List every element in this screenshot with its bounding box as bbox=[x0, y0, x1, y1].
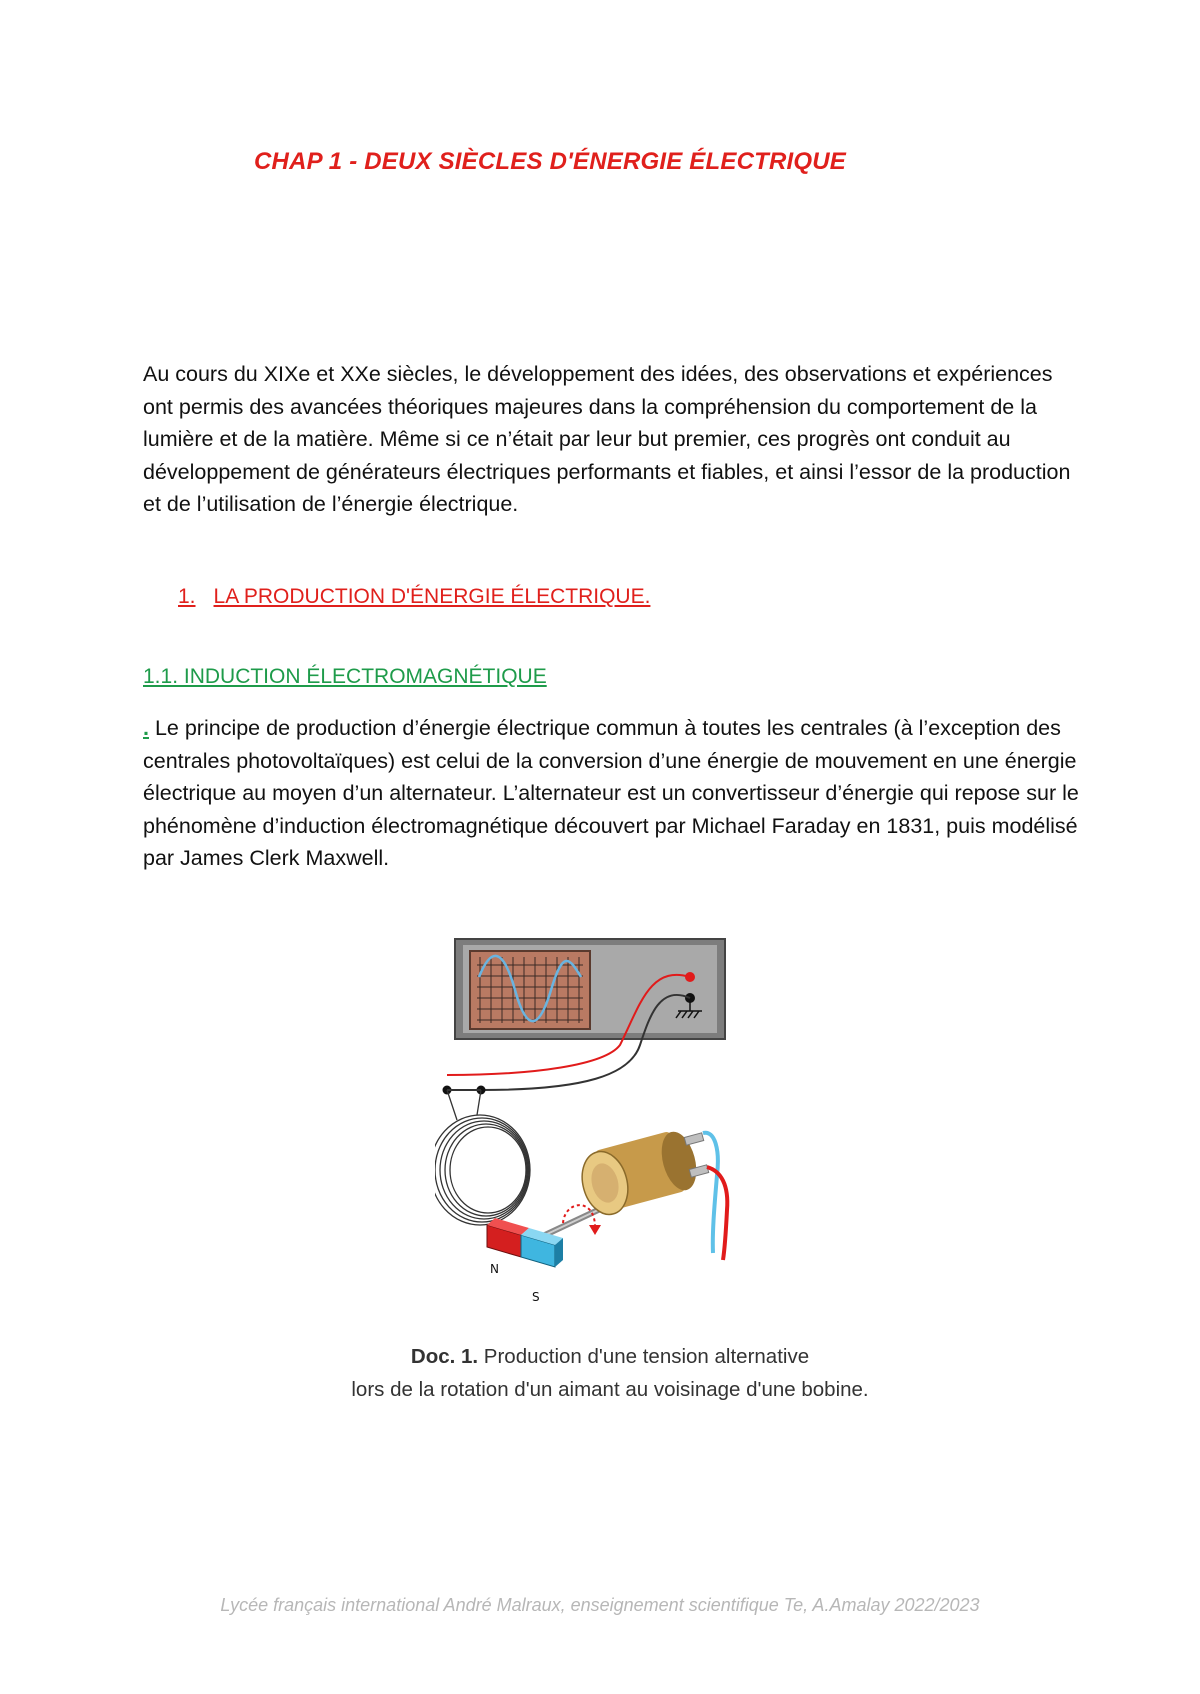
subsection-heading-1-1: 1.1. INDUCTION ÉLECTROMAGNÉTIQUE bbox=[143, 665, 547, 688]
induction-diagram bbox=[435, 935, 765, 1315]
oscilloscope bbox=[455, 939, 725, 1039]
chapter-title: CHAP 1 - DEUX SIÈCLES D'ÉNERGIE ÉLECTRIQUE bbox=[254, 148, 846, 175]
paragraph-text: Le principe de production d’énergie électrique commun à toutes les centrales (à l’exception des centrales photovoltaïques) est celui de la conversion d’une énergie de mouvement en une énergie électrique au moyen d’un alternateur. L’alternateur est un convertisseur d’énergie qui repose sur le phénomène d’induction électromagnétique découvert par Michael Faraday en 1831, puis modélisé par James Clerk Maxwell. bbox=[143, 716, 1079, 870]
blue-output-wire bbox=[703, 1133, 718, 1253]
rotation-arrowhead bbox=[589, 1225, 601, 1235]
magnet-south-label: S bbox=[532, 1290, 540, 1304]
magnet-north-label: N bbox=[490, 1262, 499, 1276]
alternator-cylinder bbox=[575, 1128, 708, 1220]
section-title: LA PRODUCTION D'ÉNERGIE ÉLECTRIQUE. bbox=[213, 585, 651, 608]
figure-caption bbox=[300, 1340, 920, 1406]
induction-paragraph bbox=[143, 712, 1083, 875]
intro-paragraph: Au cours du XIXe et XXe siècles, le développement des idées, des observations et expériences ont permis des avancées théoriques majeures dans la compréhension du comportement de la lumière et de la matière. Même si ce n’était par leur but premier, ces progrès ont conduit au développement de générateurs électriques performants et fiables, et ainsi l’essor de la production et de l’utilisation de l’énergie électrique. bbox=[143, 362, 1071, 516]
paragraph-bullet: . bbox=[143, 716, 149, 740]
caption-label: Doc. 1. bbox=[410, 1345, 479, 1368]
page-footer: Lycée français international André Malraux, enseignement scientifique Te, A.Amalay 2022/2023 bbox=[220, 1595, 980, 1615]
caption-line-1: Production d'une tension alternative bbox=[478, 1345, 810, 1368]
caption-line-2: lors de la rotation d'un aimant au voisinage d'une bobine. bbox=[351, 1378, 869, 1401]
magnet bbox=[487, 1218, 563, 1267]
section-heading-1 bbox=[178, 585, 650, 609]
coil bbox=[435, 1090, 530, 1225]
section-number: 1. bbox=[178, 585, 196, 608]
